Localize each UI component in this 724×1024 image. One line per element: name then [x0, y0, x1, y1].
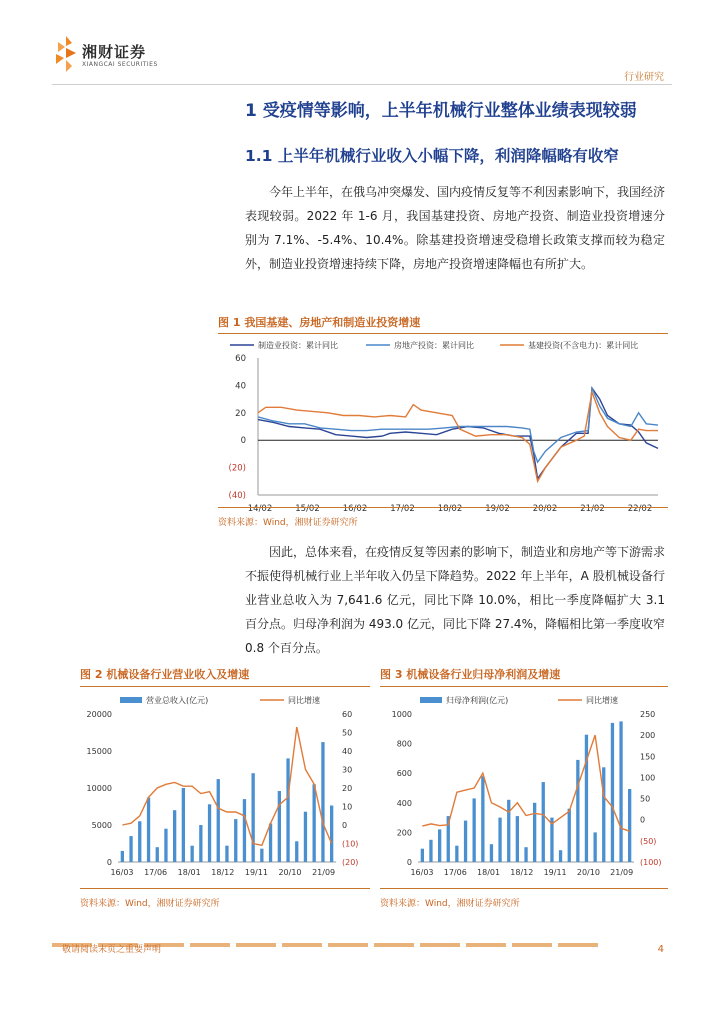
- legend-label-1: 制造业投资：累计同比: [258, 341, 338, 350]
- bar: [313, 784, 316, 862]
- figure-1-chart: [218, 334, 668, 514]
- y-left-tick-label: 20000: [86, 710, 112, 719]
- y-right-tick-label: 10: [342, 802, 353, 812]
- legend-bar-swatch: [420, 697, 442, 703]
- figure-2-source: 资料来源：Wind，湘财证券研究所: [80, 899, 220, 909]
- bar: [438, 829, 441, 862]
- figure-3-top-rule: [380, 686, 668, 687]
- x-tick-label: 14/02: [247, 504, 273, 514]
- x-tick-label: 15/02: [295, 504, 320, 514]
- growth-line: [422, 735, 629, 831]
- x-tick-label: 17/06: [443, 868, 467, 877]
- bar: [481, 776, 484, 862]
- figure-3-bottom-rule: [380, 888, 668, 889]
- bar: [304, 812, 307, 862]
- figure-3-title: 图 3 机械设备行业归母净利润及增速: [380, 668, 561, 681]
- bar: [559, 850, 562, 862]
- x-tick-label: 19/11: [543, 868, 567, 877]
- page-number: 4: [657, 944, 664, 955]
- x-tick-label: 18/01: [177, 868, 201, 877]
- y-right-tick-label: (20): [342, 858, 359, 867]
- bar: [278, 791, 281, 862]
- doc-type: 行业研究: [624, 72, 664, 83]
- x-tick-label: 18/02: [437, 504, 463, 514]
- section-heading: 1 受疫情等影响，上半年机械行业整体业绩表现较弱: [245, 101, 637, 121]
- figure-2-title: 图 2 机械设备行业营业收入及增速: [80, 668, 250, 681]
- y-right-tick-label: 50: [342, 728, 353, 738]
- bar: [516, 816, 519, 862]
- footer-disclaimer: 敬请阅读末页之重要声明: [62, 945, 162, 955]
- x-tick-label: 20/10: [278, 868, 302, 877]
- x-tick-label: 21/09: [610, 868, 634, 877]
- x-tick-label: 21/02: [580, 504, 605, 514]
- x-tick-label: 17/02: [390, 504, 415, 514]
- bar: [594, 832, 597, 862]
- body-paragraph-1: 今年上半年，在俄乌冲突爆发、国内疫情反复等不利因素影响下，我国经济表现较弱。2022 年 1-6 月，我国基建投资、房地产投资、制造业投资增速分别为 7.1%、-5.4%、10.4%。除基建投资增速受稳增长政策支撑而较为稳定外，制造业投资增速持续下降，房地产投资增速降幅也有所扩大。: [245, 185, 666, 271]
- figure-2-top-rule: [80, 686, 370, 687]
- bar: [286, 758, 289, 862]
- bar: [129, 836, 132, 862]
- y-right-tick-label: 0: [342, 821, 348, 830]
- bar: [164, 829, 167, 862]
- y-right-tick-label: 20: [342, 784, 353, 793]
- bar: [619, 721, 622, 862]
- brand-logo: [52, 36, 182, 76]
- x-tick-label: 18/12: [211, 868, 235, 877]
- body-paragraph-2: 因此，总体来看，在疫情反复等因素的影响下，制造业和房地产等下游需求不振使得机械行业上半年收入仍呈下降趋势。2022 年上半年，A 股机械设备行业营业总收入为 7,641.6 亿元，同比下降 10.0%，相比一季度降幅扩大 3.1 百分点。归母净利润为 493.0 亿元，同比下降 27.4%，降幅相比第一季度收窄 0.8 个百分点。: [245, 545, 666, 655]
- bar: [295, 841, 298, 862]
- bar: [191, 846, 194, 862]
- y-left-tick-label: 15000: [86, 747, 112, 756]
- subsection-heading: 1.1 上半年机械行业收入小幅下降，利润降幅略有收窄: [245, 147, 619, 165]
- bar: [173, 810, 176, 862]
- legend-bar-label: 营业总收入(亿元): [146, 696, 209, 705]
- bar: [260, 849, 263, 862]
- legend-bar-label: 归母净利润(亿元): [446, 696, 509, 705]
- bar: [490, 844, 493, 862]
- bar: [199, 825, 202, 862]
- bar: [455, 846, 458, 862]
- x-tick-label: 17/06: [144, 868, 168, 877]
- x-tick-label: 20/10: [576, 868, 600, 877]
- x-tick-label: 16/02: [342, 504, 368, 514]
- bar: [611, 723, 614, 862]
- y-left-tick-label: 5000: [91, 821, 112, 830]
- bar: [628, 789, 631, 862]
- bar: [533, 803, 536, 862]
- y-tick-label: 20: [235, 408, 246, 419]
- legend-line-label: 同比增速: [586, 696, 618, 705]
- bar: [507, 800, 510, 862]
- bar: [121, 851, 124, 862]
- x-tick-label: 20/02: [532, 504, 558, 514]
- bar: [568, 809, 571, 862]
- y-tick-label: 0: [240, 436, 246, 447]
- bar: [147, 798, 150, 862]
- legend-label-3: 基建投资(不含电力)：累计同比: [528, 341, 639, 350]
- figure-2-bottom-rule: [80, 888, 370, 889]
- bar: [138, 821, 141, 862]
- y-right-tick-label: 0: [640, 815, 646, 825]
- legend-line-label: 同比增速: [288, 696, 320, 705]
- y-left-tick-label: 200: [396, 828, 412, 838]
- y-right-tick-label: 250: [640, 710, 656, 719]
- bar: [243, 799, 246, 862]
- brand-name-en: XIANGCAI SECURITIES: [82, 61, 158, 68]
- figure-3-chart: [380, 690, 668, 886]
- x-tick-label: 18/12: [510, 868, 534, 877]
- y-right-tick-label: 100: [640, 773, 656, 783]
- series-line-3: [258, 392, 658, 481]
- bar: [252, 773, 255, 862]
- bar: [156, 847, 159, 862]
- y-right-tick-label: 60: [342, 710, 353, 719]
- bar: [524, 847, 527, 862]
- y-left-tick-label: 0: [406, 858, 412, 867]
- bar: [576, 760, 579, 862]
- brand-name: 湘财证券: [82, 43, 147, 61]
- y-left-tick-label: 10000: [86, 784, 112, 793]
- y-right-tick-label: 40: [342, 747, 353, 756]
- bar: [429, 840, 432, 862]
- bar: [602, 767, 605, 862]
- bar: [269, 824, 272, 863]
- x-tick-label: 19/11: [244, 868, 268, 877]
- figure-1-bottom-rule: [218, 507, 668, 508]
- bar: [473, 798, 476, 862]
- y-left-tick-label: 400: [396, 798, 412, 808]
- y-tick-label: 60: [235, 354, 246, 364]
- brand-mark-icon: [52, 36, 78, 72]
- x-tick-label: 19/02: [485, 504, 510, 514]
- bar: [421, 849, 424, 862]
- bar: [321, 742, 324, 862]
- y-tick-label: 40: [235, 381, 246, 392]
- x-tick-label: 21/09: [312, 868, 336, 877]
- bar: [208, 804, 211, 862]
- y-right-tick-label: 50: [640, 794, 651, 804]
- bar: [225, 846, 228, 862]
- footer-decoration: [52, 932, 672, 936]
- header-divider: [52, 84, 672, 85]
- y-right-tick-label: 30: [342, 765, 353, 775]
- y-right-tick-label: 150: [640, 752, 656, 762]
- x-tick-label: 16/03: [110, 868, 134, 877]
- bar: [498, 818, 501, 862]
- x-tick-label: 16/03: [410, 868, 434, 877]
- figure-2-chart: [80, 690, 370, 886]
- growth-line: [122, 727, 331, 845]
- y-tick-label: (20): [228, 463, 246, 474]
- y-right-tick-label: 200: [640, 731, 656, 741]
- y-left-tick-label: 0: [106, 858, 112, 867]
- y-left-tick-label: 1000: [391, 710, 412, 719]
- y-left-tick-label: 800: [396, 739, 412, 749]
- legend-bar-swatch: [120, 697, 142, 703]
- bar: [330, 806, 333, 863]
- y-right-tick-label: (10): [342, 839, 359, 849]
- bar: [585, 735, 588, 862]
- x-tick-label: 18/01: [477, 868, 501, 877]
- figure-3-source: 资料来源：Wind，湘财证券研究所: [380, 899, 520, 909]
- bar: [217, 779, 220, 862]
- y-right-tick-label: (50): [640, 836, 657, 846]
- figure-1-title: 图 1 我国基建、房地产和制造业投资增速: [218, 316, 421, 329]
- bar: [464, 821, 467, 862]
- x-tick-label: 22/02: [627, 504, 653, 514]
- y-tick-label: (40): [228, 491, 246, 501]
- legend-label-2: 房地产投资：累计同比: [394, 341, 474, 350]
- y-right-tick-label: (100): [640, 858, 662, 867]
- figure-1-source: 资料来源：Wind，湘财证券研究所: [218, 518, 358, 528]
- bar: [234, 819, 237, 862]
- bar: [542, 782, 545, 862]
- bar: [182, 788, 185, 862]
- y-left-tick-label: 600: [396, 769, 412, 779]
